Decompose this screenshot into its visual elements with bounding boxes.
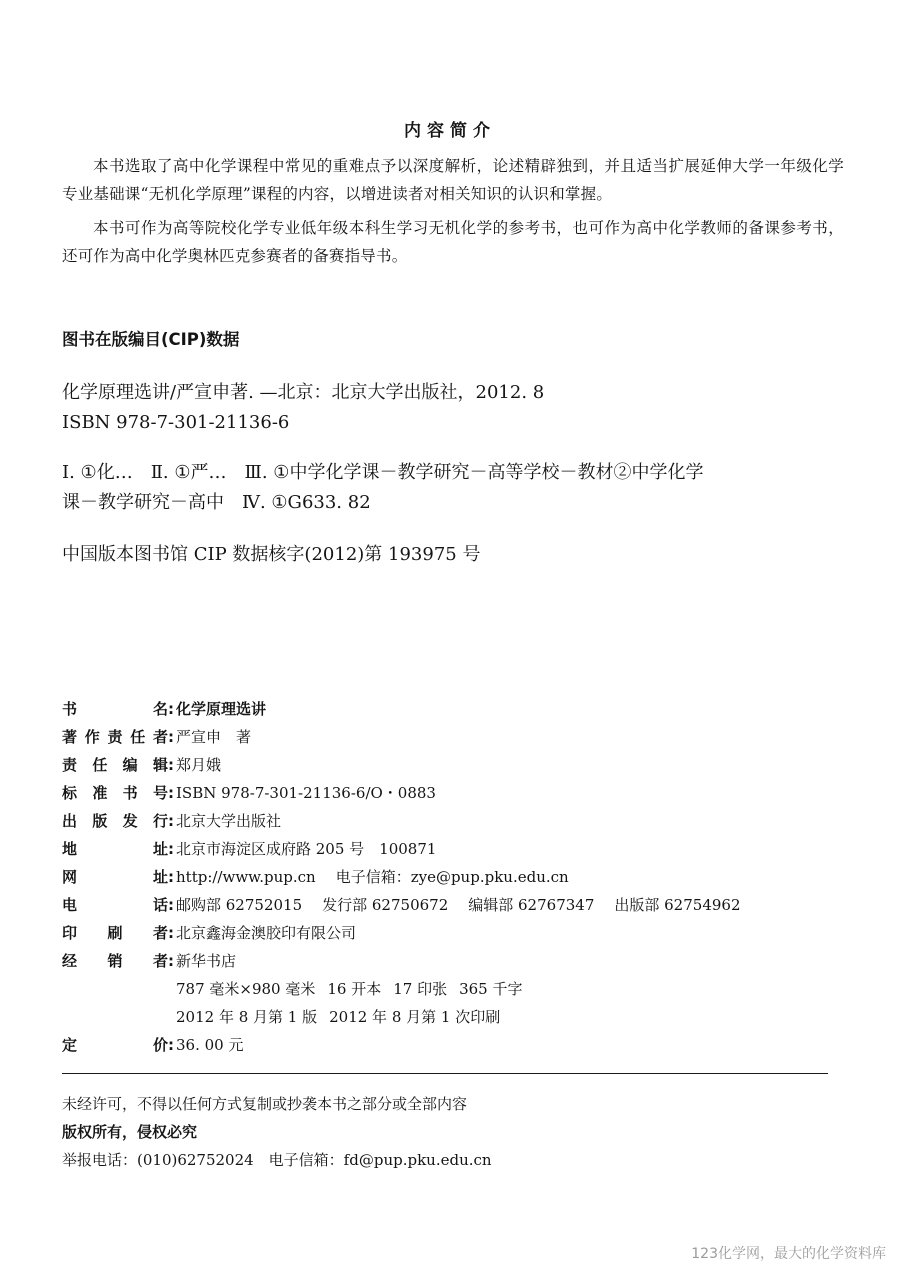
phone-publishing: 出版部 62754962 — [614, 896, 741, 914]
website-url[interactable]: http://www.pup.cn — [176, 868, 316, 886]
summary-paragraph-2: 本书可作为高等院校化学专业低年级本科生学习无机化学的参考书，也可作为高中化学教师的备课参考书，还可作为高中化学奥林匹克参赛者的备赛指导书。 — [62, 219, 844, 265]
report-contact: 举报电话：(010)62752024 电子信箱：fd@pup.pku.edu.cn — [62, 1151, 492, 1169]
info-row-phone: 电话: 邮购部 62752015 发行部 62750672 编辑部 62767347 出版部 62754962 — [62, 893, 741, 917]
format-kai: 16 开本 — [327, 980, 382, 998]
edition-text: 2012 年 8 月第 1 版 — [176, 1008, 318, 1026]
info-row-address: 地址: 北京市海淀区成府路 205 号 100871 — [62, 837, 436, 861]
summary-paragraph-1: 本书选取了高中化学课程中常见的重难点予以深度解析，论述精辟独到，并且适当扩展延伸大学一年级化学专业基础课“无机化学原理”课程的内容，以增进读者对相关知识的认识和掌握。 — [62, 157, 844, 203]
info-value: 北京大学出版社 — [176, 812, 282, 830]
info-row-format — [176, 977, 523, 1001]
info-label: 网址 — [62, 868, 168, 886]
cip-line-classification-cont: 课－教学研究－高中 Ⅳ. ①G633. 82 — [62, 492, 371, 513]
info-row-editor: 责任编辑: 郑月娥 — [62, 753, 221, 777]
info-label: 著作责任者 — [62, 728, 168, 746]
info-row-website: 网址: http://www.pup.cn 电子信箱：zye@pup.pku.edu.cn — [62, 865, 569, 889]
info-label: 定价 — [62, 1036, 168, 1054]
rights-reserved: 版权所有，侵权必究 — [62, 1123, 198, 1141]
info-row-edition — [176, 1005, 500, 1029]
info-label: 经销者 — [62, 952, 168, 970]
info-label: 责任编辑 — [62, 756, 168, 774]
info-value: 化学原理选讲 — [176, 700, 267, 718]
divider-rule — [62, 1073, 828, 1074]
info-label: 地址 — [62, 840, 168, 858]
info-row-isbn: 标准书号: ISBN 978-7-301-21136-6/O・0883 — [62, 781, 436, 805]
info-value: 郑月娥 — [176, 756, 222, 774]
format-words: 365 千字 — [459, 980, 523, 998]
info-value: 北京鑫海金澳胶印有限公司 — [176, 924, 357, 942]
info-value: 严宣申 著 — [176, 728, 252, 746]
info-row-publisher: 出版发行: 北京大学出版社 — [62, 809, 281, 833]
cip-line-classification: Ⅰ. ①化… Ⅱ. ①严… Ⅲ. ①中学化学课－教学研究－高等学校－教材②中学化学 — [62, 462, 704, 483]
info-label: 印刷者 — [62, 924, 168, 942]
info-row-book-name: 书名: 化学原理选讲 — [62, 697, 266, 721]
info-value: 北京市海淀区成府路 205 号 100871 — [176, 840, 437, 858]
info-label: 标准书号 — [62, 784, 168, 802]
info-value: ISBN 978-7-301-21136-6/O・0883 — [176, 784, 436, 802]
format-size: 787 毫米×980 毫米 — [176, 980, 316, 998]
phone-mail-order: 邮购部 62752015 — [176, 896, 303, 914]
email-address[interactable]: zye@pup.pku.edu.cn — [410, 868, 569, 886]
cip-line-data-number: 中国版本图书馆 CIP 数据核字(2012)第 193975 号 — [62, 544, 481, 565]
info-label: 电话 — [62, 896, 168, 914]
phone-editorial: 编辑部 62767347 — [468, 896, 595, 914]
watermark-text: 123化学网，最大的化学资料库 — [691, 1246, 886, 1262]
printing-text: 2012 年 8 月第 1 次印刷 — [329, 1008, 501, 1026]
cip-heading: 图书在版编目(CIP)数据 — [62, 330, 240, 349]
format-sheets: 17 印张 — [393, 980, 448, 998]
info-row-distributor: 经销者: 新华书店 — [62, 949, 236, 973]
cip-line-title: 化学原理选讲/严宣申著. —北京：北京大学出版社，2012. 8 — [62, 382, 545, 403]
info-row-price: 定价: 36. 00 元 — [62, 1033, 243, 1057]
cip-line-isbn: ISBN 978-7-301-21136-6 — [62, 412, 290, 433]
summary-title: 内容简介 — [404, 121, 496, 141]
info-value: 36. 00 元 — [176, 1036, 244, 1054]
info-row-printer: 印刷者: 北京鑫海金澳胶印有限公司 — [62, 921, 356, 945]
phone-distribution: 发行部 62750672 — [322, 896, 449, 914]
info-row-author: 著作责任者: 严宣申 著 — [62, 725, 251, 749]
info-value: 新华书店 — [176, 952, 237, 970]
info-label: 书名 — [62, 700, 168, 718]
info-label: 出版发行 — [62, 812, 168, 830]
email-label: 电子信箱： — [335, 868, 411, 886]
copy-notice: 未经许可，不得以任何方式复制或抄袭本书之部分或全部内容 — [62, 1095, 468, 1113]
